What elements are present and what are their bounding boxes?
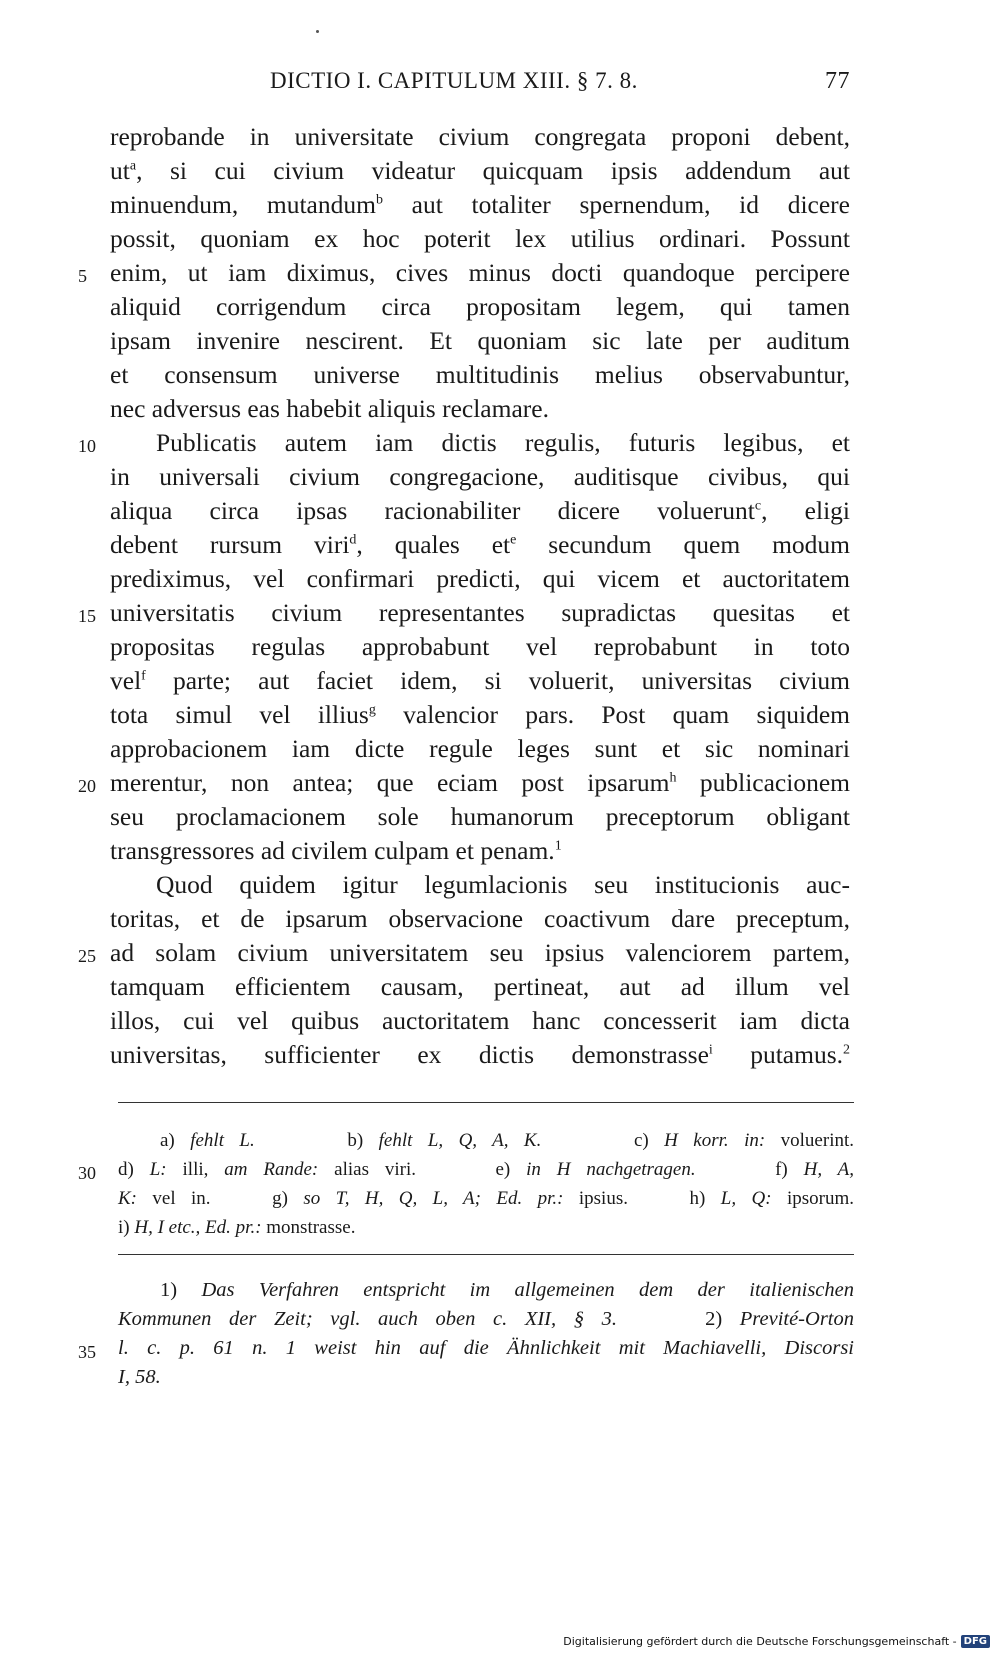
line-number: 10: [78, 436, 96, 456]
apparatus-line: a) fehlt L. b) fehlt L, Q, A, K. c) H korr. in: voluerint.: [160, 1130, 854, 1151]
text-line: universitatis civium representantes supradictas quesitas et: [110, 598, 850, 627]
text-line: tamquam efficientem causam, pertineat, aut ad illum vel: [110, 972, 850, 1001]
text-line: propositas regulas approbabunt vel reprobabunt in toto: [110, 632, 850, 661]
text-line: enim, ut iam diximus, cives minus docti quandoque percipere: [110, 258, 850, 287]
text-line: reprobande in universitate civium congregata proponi debent,: [110, 122, 850, 151]
apparatus-line: K: vel in. g) so T, H, Q, L, A; Ed. pr.: ipsius. h) L, Q: ipsorum.: [118, 1188, 854, 1209]
page-number: 77: [825, 68, 850, 94]
text-line: aliqua circa ipsas racionabiliter dicere voluerunt$^c$, eligi: [110, 496, 850, 525]
commentary-line: 1) Das Verfahren entspricht im allgemeinen dem der italienischen: [160, 1279, 854, 1301]
text-line: $ut^a$, si cui civium videatur quicquam ipsis addendum aut: [110, 156, 850, 185]
apparatus-line: i) H, I etc., Ed. pr.: monstrasse.: [118, 1217, 356, 1238]
text-line: ipsam invenire nescirent. Et quoniam sic late per auditum: [110, 326, 850, 355]
apparatus-divider: [118, 1102, 854, 1103]
commentary-line: l. c. p. 61 n. 1 weist hin auf die Ähnlichkeit mit Machiavelli, Discorsi: [118, 1337, 854, 1359]
line-number: 30: [78, 1163, 96, 1183]
text-line: prediximus, vel confirmari predicti, qui vicem et auctoritatem: [110, 564, 850, 593]
running-head: [110, 60, 850, 100]
critical-apparatus: [118, 1126, 854, 1242]
text-line: minuendum, mutandum$^b$ aut totaliter spernendum, id dicere: [110, 190, 850, 219]
text-line: tota simul vel illius$^g$ valencior pars. Post quam siquidem: [110, 700, 850, 729]
text-line: Quod quidem igitur legumlacionis seu institucionis auc-: [156, 870, 850, 899]
main-text: [110, 120, 850, 1072]
commentary-notes: [118, 1276, 854, 1392]
text-line: universitas, sufficienter ex dictis demonstrasse$^i$ putamus.$^2$: [110, 1040, 850, 1069]
digitization-note: Digitalisierung gefördert durch die Deutsche Forschungsgemeinschaft -: [563, 1635, 957, 1648]
line-number: 25: [78, 946, 96, 966]
line-number: 5: [78, 266, 87, 286]
text-line: merentur, non antea; que eciam post ipsarum$^h$ publicacionem: [110, 768, 850, 797]
commentary-line: I, 58.: [118, 1366, 161, 1388]
text-line: illos, cui vel quibus auctoritatem hanc concesserit iam dicta: [110, 1006, 850, 1035]
text-line: in universali civium congregacione, auditisque civibus, qui: [110, 462, 850, 491]
digitization-footer: [563, 1635, 990, 1648]
text-line: nec adversus eas habebit aliquis reclamare.: [110, 394, 549, 423]
text-line: toritas, et de ipsarum observacione coactivum dare preceptum,: [110, 904, 850, 933]
running-title: DICTIO I. CAPITULUM XIII. § 7. 8.: [270, 68, 638, 93]
commentary-divider: [118, 1254, 854, 1255]
text-line: ad solam civium universitatem seu ipsius valenciorem partem,: [110, 938, 850, 967]
text-line: seu proclamacionem sole humanorum preceptorum obligant: [110, 802, 850, 831]
text-line: vel$^f$ parte; aut faciet idem, si voluerit, universitas civium: [110, 666, 850, 695]
text-line: possit, quoniam ex hoc poterit lex utilius ordinari. Possunt: [110, 224, 850, 253]
apparatus-line: d) L: illi, am Rande: alias viri. e) in H nachgetragen. f) H, A,: [118, 1159, 854, 1180]
ink-speck: [316, 30, 319, 33]
commentary-line: Kommunen der Zeit; vgl. auch oben c. XII, § 3. 2) Previté-Orton: [118, 1308, 854, 1330]
text-line: transgressores ad civilem culpam et penam.$^1$: [110, 836, 562, 865]
text-line: aliquid corrigendum circa propositam legem, qui tamen: [110, 292, 850, 321]
text-line: approbacionem iam dicte regule leges sunt et sic nominari: [110, 734, 850, 763]
text-line: debent rursum viri$^d$, quales $et^e$ secundum quem modum: [110, 530, 851, 559]
text-line: Publicatis autem iam dictis regulis, futuris legibus, et: [156, 428, 850, 457]
text-line: et consensum universe multitudinis melius observabuntur,: [110, 360, 850, 389]
line-number: 35: [78, 1342, 96, 1362]
dfg-logo: DFG: [961, 1635, 990, 1648]
line-number: 15: [78, 606, 96, 626]
line-number: 20: [78, 776, 96, 796]
